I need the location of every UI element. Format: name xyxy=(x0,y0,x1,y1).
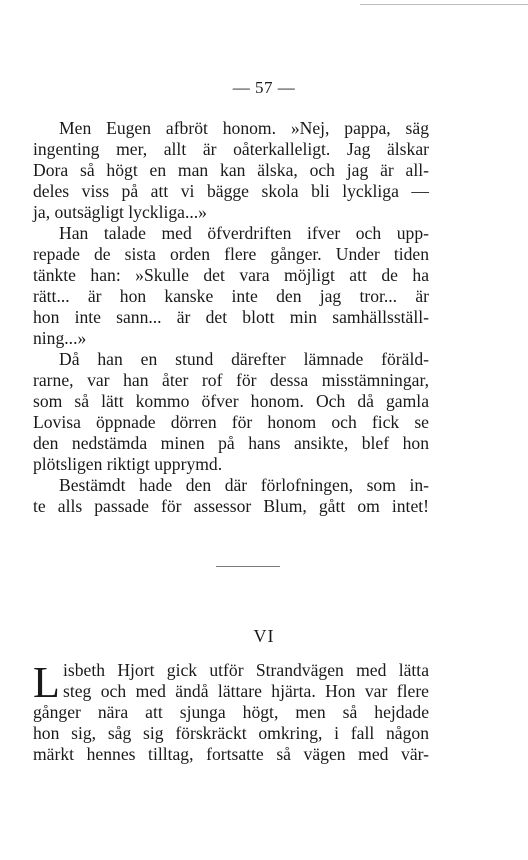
text-line: gånger nära att sjunga högt, men så hejdade xyxy=(33,702,429,722)
text-line: Bestämdt hade den där förlofningen, som in- xyxy=(59,475,429,495)
body-text-before-chapter xyxy=(33,118,429,517)
text-line: den nedstämda minen på hans ansikte, blef hon xyxy=(33,433,429,453)
text-line: Då han en stund därefter lämnade föräld- xyxy=(59,349,429,369)
text-line: hon sig, såg sig förskräckt omkring, i fall någon xyxy=(33,723,429,743)
top-edge-rule xyxy=(360,4,528,5)
drop-cap: L xyxy=(33,658,60,707)
text-line: som så lätt kommo öfver honom. Och då gamla xyxy=(33,391,429,411)
text-line: steg och med ändå lättare hjärta. Hon var flere xyxy=(63,681,429,701)
text-line: hon inte sann... är det blott min samhällsställ- xyxy=(33,307,429,327)
text-line: deles viss på att vi bägge skola bli lyckliga — xyxy=(33,181,429,201)
text-line: Han talade med öfverdriften ifver och upp- xyxy=(59,223,429,243)
text-line: rätt... är hon kanske inte den jag tror... är xyxy=(33,286,429,306)
text-line: rarne, var han åter rof för dessa misstämningar, xyxy=(33,370,429,390)
text-line: ja, outsägligt lyckliga...» xyxy=(33,202,207,222)
text-line: repade de sista orden flere gånger. Under tiden xyxy=(33,244,429,264)
text-line: tänkte han: »Skulle det vara möjligt att de ha xyxy=(33,265,429,285)
text-line: Lovisa öppnade dörren för honom och fick se xyxy=(33,412,429,432)
text-line: Men Eugen afbröt honom. »Nej, pappa, säg xyxy=(59,118,429,138)
text-line: märkt hennes tilltag, fortsatte så vägen med vär- xyxy=(33,744,429,764)
chapter-body-text xyxy=(33,660,429,765)
text-line: Dora så högt en man kan älska, och jag är all- xyxy=(33,160,429,180)
text-line: ning...» xyxy=(33,328,87,348)
text-line: isbeth Hjort gick utför Strandvägen med lätta xyxy=(63,660,429,680)
chapter-heading: VI xyxy=(253,626,275,646)
section-separator xyxy=(216,566,280,567)
text-line: plötsligen riktigt upprymd. xyxy=(33,454,223,474)
page-number: — 57 — xyxy=(232,78,296,97)
text-line: te alls passade för assessor Blum, gått om intet! xyxy=(33,496,429,516)
text-line: ingenting mer, allt är oåterkalleligt. Jag älskar xyxy=(33,139,429,159)
